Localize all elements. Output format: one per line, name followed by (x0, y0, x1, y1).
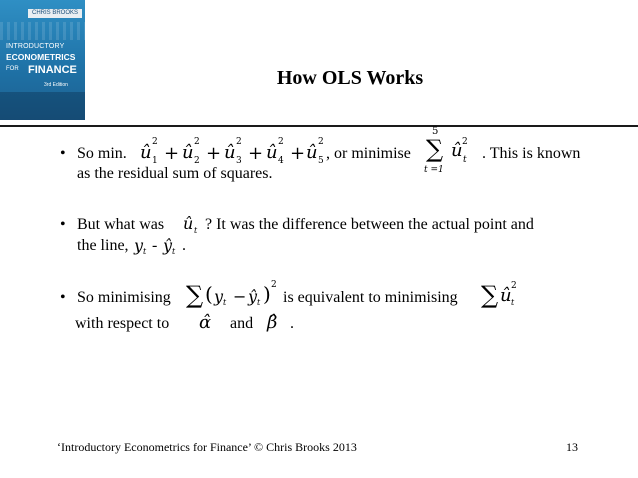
bullet-1-line-2: as the residual sum of squares. (77, 165, 273, 182)
bullet-3-text-b: is equivalent to minimising (283, 289, 458, 306)
bullet-3-text-a: So minimising (77, 289, 171, 306)
bullet-1-text-c: . This is known (482, 145, 581, 162)
cover-author: CHRIS BROOKS (28, 9, 82, 18)
alpha-hat: α̂ (199, 312, 212, 333)
cover-title-line4: FINANCE (28, 64, 77, 76)
bullet-2-text-b: ? It was the difference between the actual point and (205, 216, 534, 233)
bullet-3-line-2b: and (230, 315, 254, 332)
cover-shade (0, 92, 85, 120)
slide-title: How OLS Works (276, 67, 424, 89)
page-number: 13 (566, 440, 578, 454)
cover-title-line2: ECONOMETRICS (6, 52, 76, 62)
title-divider (0, 125, 638, 127)
bullet-3-marker: • (60, 289, 66, 306)
beta-hat: β̂ (267, 312, 278, 333)
bullet-2-marker: • (60, 216, 66, 233)
bullet-3-line-2c: . (290, 315, 294, 332)
footer-citation: ‘Introductory Econometrics for Finance’ © Chris Brooks 2013 (57, 440, 357, 454)
cover-artwork (0, 22, 85, 40)
book-cover-image (0, 0, 85, 120)
cover-title-line1: INTRODUCTORY (6, 43, 65, 50)
cover-edition: 3rd Edition (44, 82, 68, 88)
bullet-2-line-2a: the line, (77, 237, 129, 254)
bullet-3-line-2a: with respect to (75, 315, 170, 332)
bullet-2-text-a: But what was (77, 216, 165, 233)
bullet-1-marker: • (60, 145, 66, 162)
bullet-1-text-b: , or minimise (326, 145, 411, 162)
bullet-2-line-2b: . (182, 237, 186, 254)
cover-title-line3: FOR (6, 66, 19, 72)
bullet-1-text-a: So min. (77, 145, 127, 162)
